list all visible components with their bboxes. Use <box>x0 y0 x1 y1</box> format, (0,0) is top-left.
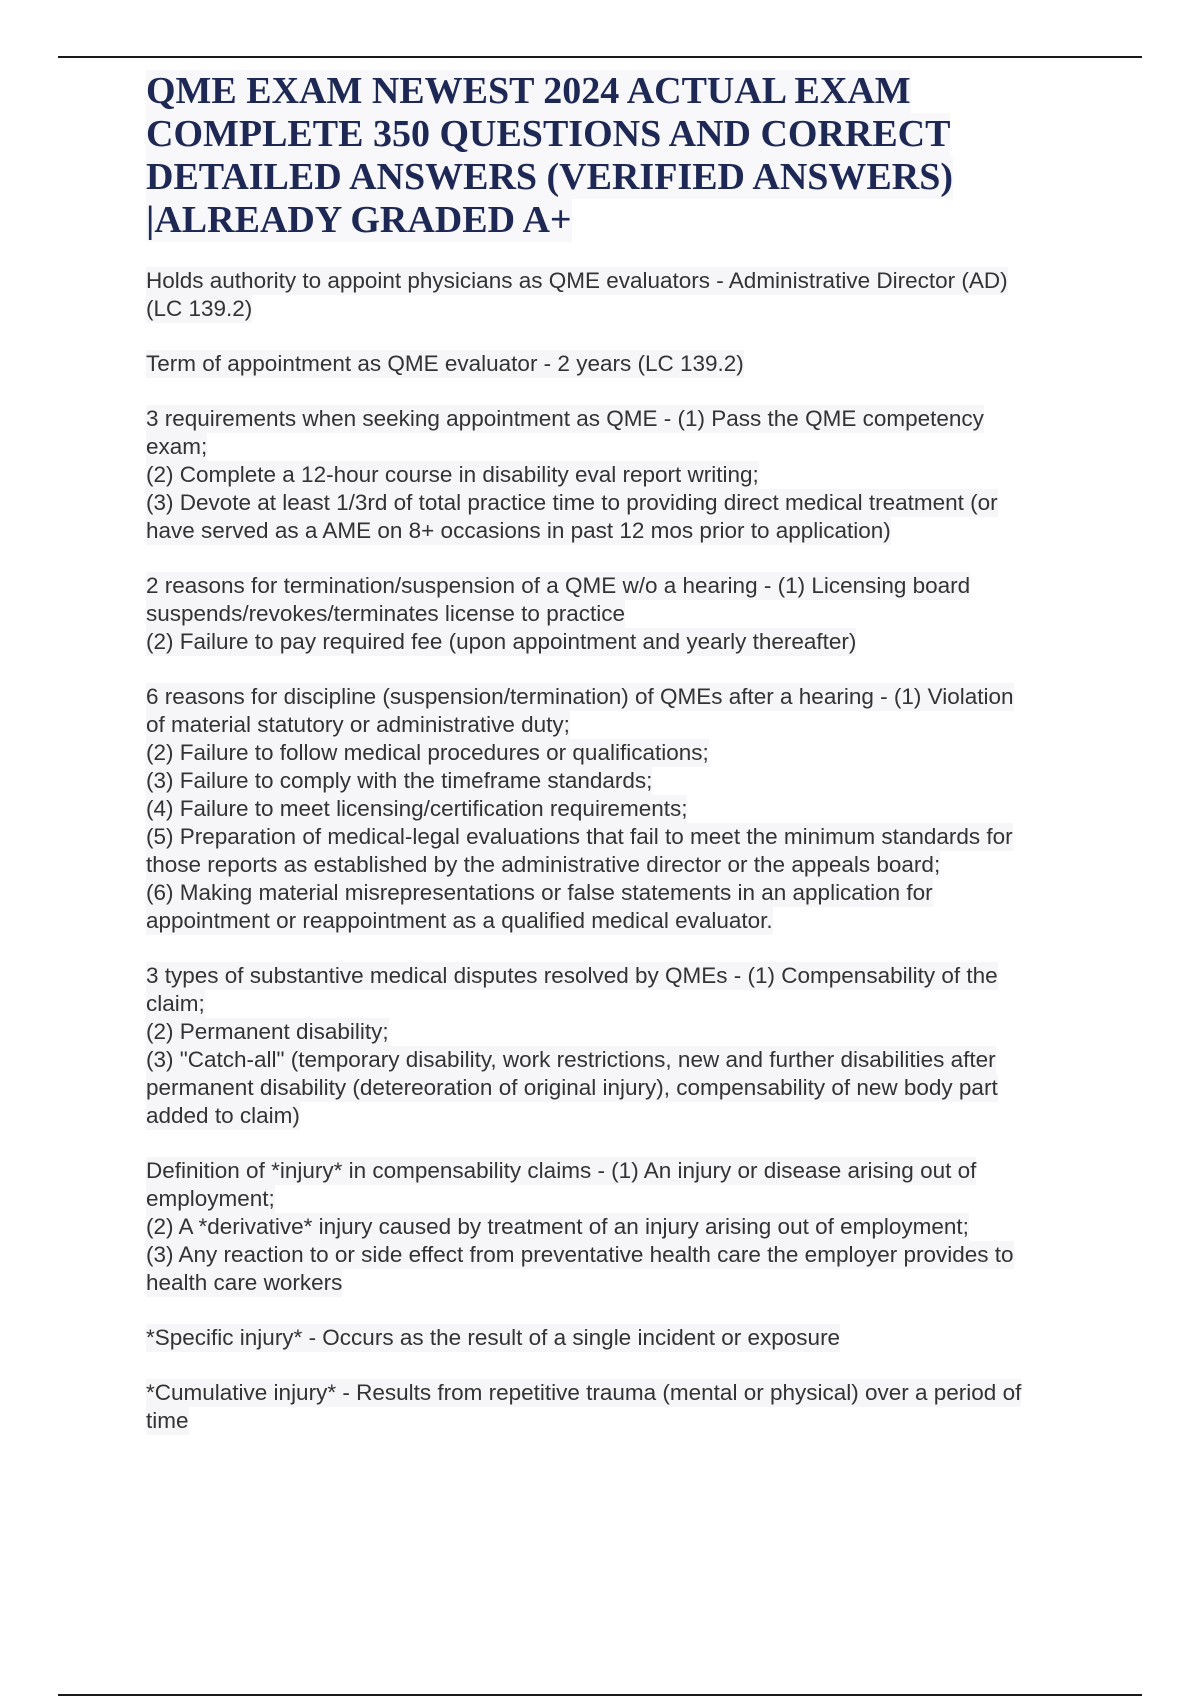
qa-line: (3) "Catch-all" (temporary disability, work restrictions, new and further disabilities after <box>146 1047 996 1072</box>
qa-item <box>146 962 1146 1130</box>
qa-line: (2) Complete a 12-hour course in disability eval report writing; <box>146 462 759 487</box>
qa-line: (LC 139.2) <box>146 296 253 321</box>
qa-line: time <box>146 1408 189 1433</box>
qa-item <box>146 1157 1146 1297</box>
qa-line: 3 types of substantive medical disputes resolved by QMEs - (1) Compensability of the <box>146 963 998 988</box>
qa-line: (2) A *derivative* injury caused by treatment of an injury arising out of employment; <box>146 1214 969 1239</box>
title-line: COMPLETE 350 QUESTIONS AND CORRECT <box>146 113 951 155</box>
qa-line: (3) Devote at least 1/3rd of total practice time to providing direct medical treatment (or <box>146 490 998 515</box>
qa-item <box>146 1379 1146 1435</box>
qa-line: Holds authority to appoint physicians as QME evaluators - Administrative Director (AD) <box>146 268 1008 293</box>
qa-line: Definition of *injury* in compensability claims - (1) An injury or disease arising out of <box>146 1158 977 1183</box>
qa-line: (3) Failure to comply with the timeframe standards; <box>146 768 653 793</box>
qa-line: (6) Making material misrepresentations or false statements in an application for <box>146 880 933 905</box>
top-rule <box>58 56 1142 58</box>
qa-line: permanent disability (detereoration of original injury), compensability of new body part <box>146 1075 998 1100</box>
qa-item <box>146 405 1146 545</box>
qa-item <box>146 1324 1146 1352</box>
qa-line: appointment or reappointment as a qualified medical evaluator. <box>146 908 773 933</box>
qa-line: of material statutory or administrative duty; <box>146 712 570 737</box>
qa-item <box>146 683 1146 935</box>
qa-line: (2) Permanent disability; <box>146 1019 389 1044</box>
title-line: |ALREADY GRADED A+ <box>146 199 572 241</box>
qa-line: health care workers <box>146 1270 343 1295</box>
qa-line: 3 requirements when seeking appointment as QME - (1) Pass the QME competency <box>146 406 984 431</box>
qa-line: have served as a AME on 8+ occasions in past 12 mos prior to application) <box>146 518 891 543</box>
qa-line: (2) Failure to follow medical procedures or qualifications; <box>146 740 709 765</box>
qa-line: those reports as established by the administrative director or the appeals board; <box>146 852 941 877</box>
qa-line: 2 reasons for termination/suspension of a QME w/o a hearing - (1) Licensing board <box>146 573 971 598</box>
document-page <box>146 70 1146 1462</box>
title-line: QME EXAM NEWEST 2024 ACTUAL EXAM <box>146 70 911 112</box>
qa-line: (3) Any reaction to or side effect from preventative health care the employer provides to <box>146 1242 1014 1267</box>
qa-line: (2) Failure to pay required fee (upon appointment and yearly thereafter) <box>146 629 857 654</box>
qa-list <box>146 267 1146 1435</box>
qa-line: (5) Preparation of medical-legal evaluations that fail to meet the minimum standards for <box>146 824 1013 849</box>
title-line: DETAILED ANSWERS (VERIFIED ANSWERS) <box>146 156 953 198</box>
qa-item <box>146 350 1146 378</box>
qa-line: Term of appointment as QME evaluator - 2 years (LC 139.2) <box>146 351 744 376</box>
qa-line: *Cumulative injury* - Results from repetitive trauma (mental or physical) over a period of <box>146 1380 1022 1405</box>
bottom-rule <box>58 1694 1142 1696</box>
qa-line: employment; <box>146 1186 275 1211</box>
qa-line: 6 reasons for discipline (suspension/termination) of QMEs after a hearing - (1) Violation <box>146 684 1014 709</box>
qa-line: (4) Failure to meet licensing/certification requirements; <box>146 796 688 821</box>
qa-item <box>146 572 1146 656</box>
qa-item <box>146 267 1146 323</box>
qa-line: suspends/revokes/terminates license to practice <box>146 601 625 626</box>
qa-line: exam; <box>146 434 208 459</box>
qa-line: added to claim) <box>146 1103 300 1128</box>
qa-line: *Specific injury* - Occurs as the result of a single incident or exposure <box>146 1325 841 1350</box>
document-title <box>146 70 1146 242</box>
qa-line: claim; <box>146 991 205 1016</box>
